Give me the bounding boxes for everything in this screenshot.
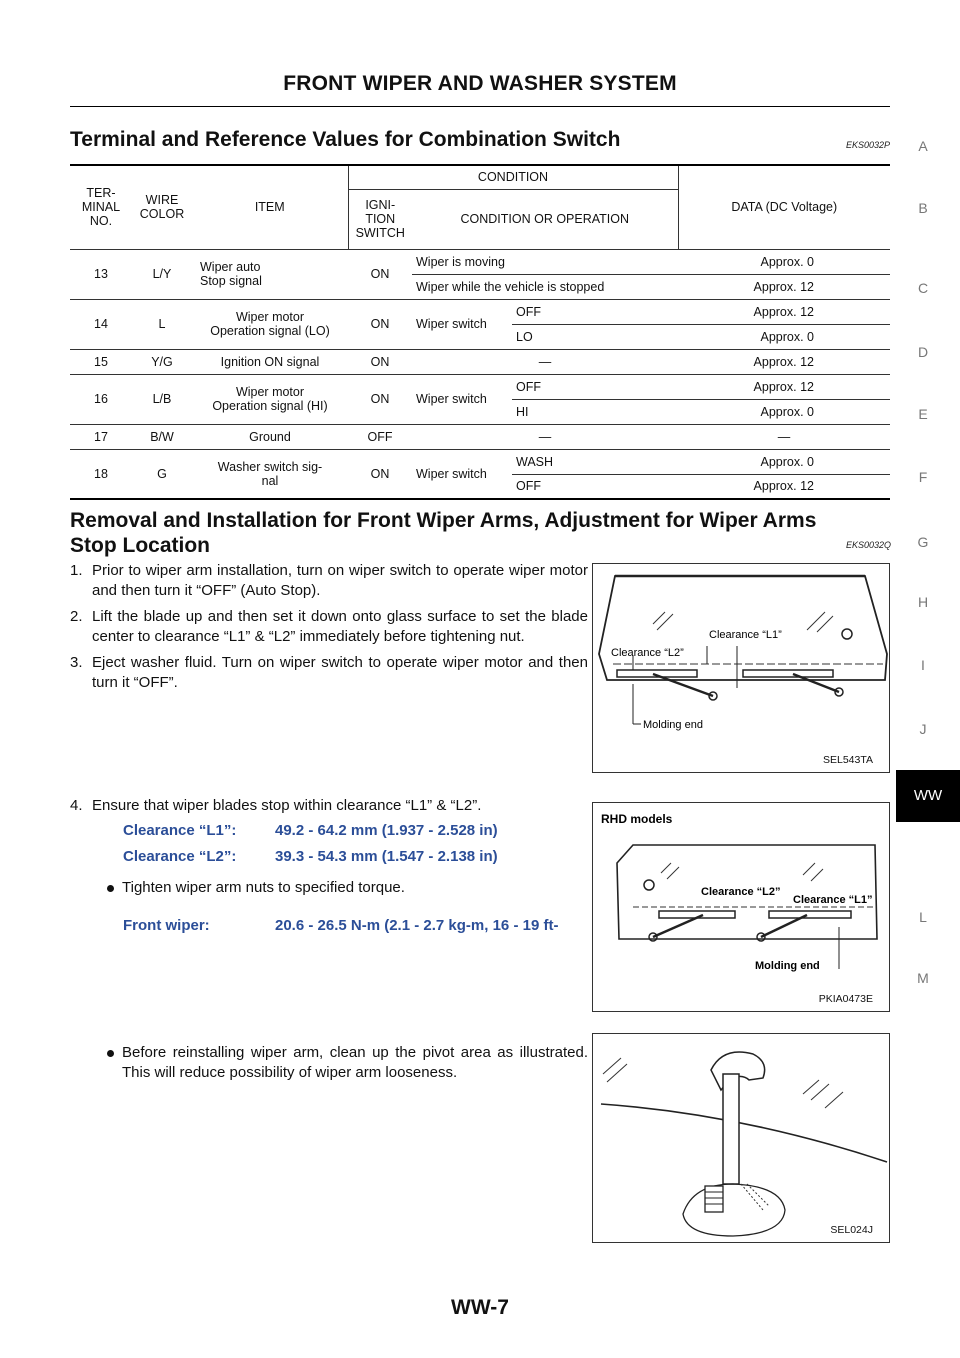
- header-ignition-switch: IGNI- TION SWITCH: [348, 189, 412, 249]
- side-index-i[interactable]: I: [921, 657, 925, 673]
- ignition-switch: ON: [348, 249, 412, 299]
- list-item: 3. Eject washer fluid. Turn on wiper switch to operate wiper motor and then turn it “OFF”.: [70, 654, 588, 691]
- operation: LO: [512, 324, 678, 349]
- header-terminal: TER- MINAL NO.: [70, 165, 132, 249]
- side-index-l[interactable]: L: [919, 909, 927, 925]
- table-row: [70, 299, 890, 324]
- label-rhd-models: RHD models: [601, 812, 673, 826]
- data-value: Approx. 12: [678, 274, 890, 299]
- table-row: [70, 449, 890, 474]
- wire-color: L: [132, 299, 192, 349]
- header-data: DATA (DC Voltage): [678, 165, 890, 249]
- figure-clearance-diagram: [592, 563, 890, 773]
- section-title-wiper-arms: Removal and Installation for Front Wiper Arms, Adjustment for Wiper Arms Stop Location: [70, 509, 817, 557]
- side-index-ww-active-tab[interactable]: WW: [896, 770, 960, 822]
- title-divider: [70, 106, 890, 107]
- header-item: ITEM: [192, 165, 348, 249]
- list-item: Tighten wiper arm nuts to specified torque.: [100, 878, 588, 898]
- data-value: Approx. 12: [678, 299, 890, 324]
- data-value: Approx. 0: [678, 449, 890, 474]
- bullet-icon: [107, 885, 114, 892]
- pivot-cleaning-illustration: [593, 1034, 889, 1242]
- data-value: Approx. 12: [678, 474, 890, 499]
- list-item: Before reinstalling wiper arm, clean up the pivot area as illustrated. This will reduce possibility of wiper arm looseness.: [100, 1043, 588, 1083]
- section-code: EKS0032Q: [846, 540, 892, 550]
- spec-clearance-l1-label: Clearance “L1”:: [123, 822, 237, 839]
- table-row: [70, 349, 890, 374]
- operation: HI: [512, 399, 678, 424]
- label-clearance-l2: Clearance “L2”: [701, 886, 781, 898]
- figure-code: PKIA0473E: [818, 993, 873, 1005]
- table-row: [70, 424, 890, 449]
- wire-color: B/W: [132, 424, 192, 449]
- figure-rhd-clearance: [592, 802, 890, 1012]
- ignition-switch: OFF: [348, 424, 412, 449]
- operation: OFF: [512, 374, 678, 399]
- list-item: 2. Lift the blade up and then set it down onto glass surface to set the blade center to clearance “L1” & “L2” immediately before tightening nut.: [70, 608, 588, 645]
- procedure-steps: [70, 561, 588, 699]
- side-index-e[interactable]: E: [918, 406, 928, 422]
- label-molding-end: Molding end: [755, 960, 820, 972]
- data-value: Approx. 12: [678, 349, 890, 374]
- spec-torque-value: 20.6 - 26.5 N-m (2.1 - 2.7 kg-m, 16 - 19 ft-: [275, 917, 559, 934]
- side-index-j[interactable]: J: [919, 721, 927, 737]
- side-index-m[interactable]: M: [917, 970, 929, 986]
- ignition-switch: ON: [348, 449, 412, 499]
- switch-name: Wiper switch: [412, 299, 512, 349]
- spec-torque-label: Front wiper:: [123, 917, 210, 934]
- operation: WASH: [512, 449, 678, 474]
- item: Wiper motor Operation signal (HI): [192, 374, 348, 424]
- table-row: [70, 374, 890, 399]
- item: Wiper motor Operation signal (LO): [192, 299, 348, 349]
- step-4: [70, 796, 588, 816]
- operation: OFF: [512, 474, 678, 499]
- terminal-no: 14: [70, 299, 132, 349]
- list-item: 4. Ensure that wiper blades stop within clearance “L1” & “L2”.: [70, 797, 482, 814]
- ignition-switch: ON: [348, 374, 412, 424]
- wire-color: G: [132, 449, 192, 499]
- wire-color: L/Y: [132, 249, 192, 299]
- switch-name: Wiper switch: [412, 449, 512, 499]
- section-code: EKS0032P: [846, 140, 891, 150]
- header-condition-operation: CONDITION OR OPERATION: [412, 189, 678, 249]
- figure-code: SEL543TA: [822, 754, 873, 766]
- wire-color: Y/G: [132, 349, 192, 374]
- rhd-windshield-illustration: [593, 803, 889, 1011]
- label-molding-end: Molding end: [643, 719, 703, 731]
- label-clearance-l1: Clearance “L1”: [793, 894, 873, 906]
- item: Ignition ON signal: [192, 349, 348, 374]
- spec-clearance-l2-value: 39.3 - 54.3 mm (1.547 - 2.138 in): [275, 848, 498, 865]
- side-index-g[interactable]: G: [917, 534, 929, 550]
- list-item: 1. Prior to wiper arm installation, turn on wiper switch to operate wiper motor and then turn it “OFF” (Auto Stop).: [70, 562, 588, 599]
- switch-name: Wiper switch: [412, 374, 512, 424]
- terminal-no: 17: [70, 424, 132, 449]
- data-value: Approx. 0: [678, 324, 890, 349]
- data-value: —: [678, 424, 890, 449]
- terminal-no: 18: [70, 449, 132, 499]
- table-row: [70, 249, 890, 274]
- label-clearance-l1: Clearance “L1”: [709, 629, 782, 641]
- side-index-b[interactable]: B: [918, 200, 928, 216]
- side-index-c[interactable]: C: [917, 280, 929, 296]
- operation: —: [412, 424, 678, 449]
- spec-clearance-l1-value: 49.2 - 64.2 mm (1.937 - 2.528 in): [275, 822, 498, 839]
- data-value: Approx. 0: [678, 399, 890, 424]
- header-wire-color: WIRE COLOR: [132, 165, 192, 249]
- item: Washer switch sig- nal: [192, 449, 348, 499]
- bullet-tighten: [100, 878, 588, 898]
- item: Ground: [192, 424, 348, 449]
- page-title: FRONT WIPER AND WASHER SYSTEM: [283, 72, 677, 95]
- header-condition: CONDITION: [348, 165, 678, 189]
- operation: —: [412, 349, 678, 374]
- spec-clearance-l2-label: Clearance “L2”:: [123, 848, 237, 865]
- page-number: WW-7: [451, 1296, 509, 1319]
- data-value: Approx. 12: [678, 374, 890, 399]
- side-index-a[interactable]: A: [918, 138, 928, 154]
- side-index-f[interactable]: F: [918, 469, 928, 485]
- terminal-no: 13: [70, 249, 132, 299]
- section-title-terminal-values: Terminal and Reference Values for Combination Switch: [70, 128, 621, 151]
- terminal-no: 16: [70, 374, 132, 424]
- side-index-h[interactable]: H: [917, 594, 929, 610]
- bullet-clean-pivot: [100, 1043, 588, 1083]
- figure-pivot-cleaning: [592, 1033, 890, 1243]
- ignition-switch: ON: [348, 349, 412, 374]
- label-clearance-l2: Clearance “L2”: [611, 647, 684, 659]
- terminal-table: [70, 164, 890, 500]
- figure-code: SEL024J: [830, 1224, 873, 1236]
- operation: Wiper is moving: [412, 249, 678, 274]
- side-index-d[interactable]: D: [917, 344, 929, 360]
- ignition-switch: ON: [348, 299, 412, 349]
- item: Wiper auto Stop signal: [192, 249, 348, 299]
- terminal-no: 15: [70, 349, 132, 374]
- bullet-icon: [107, 1050, 114, 1057]
- data-value: Approx. 0: [678, 249, 890, 274]
- windshield-clearance-illustration: [593, 564, 889, 772]
- operation: Wiper while the vehicle is stopped: [412, 274, 678, 299]
- wire-color: L/B: [132, 374, 192, 424]
- operation: OFF: [512, 299, 678, 324]
